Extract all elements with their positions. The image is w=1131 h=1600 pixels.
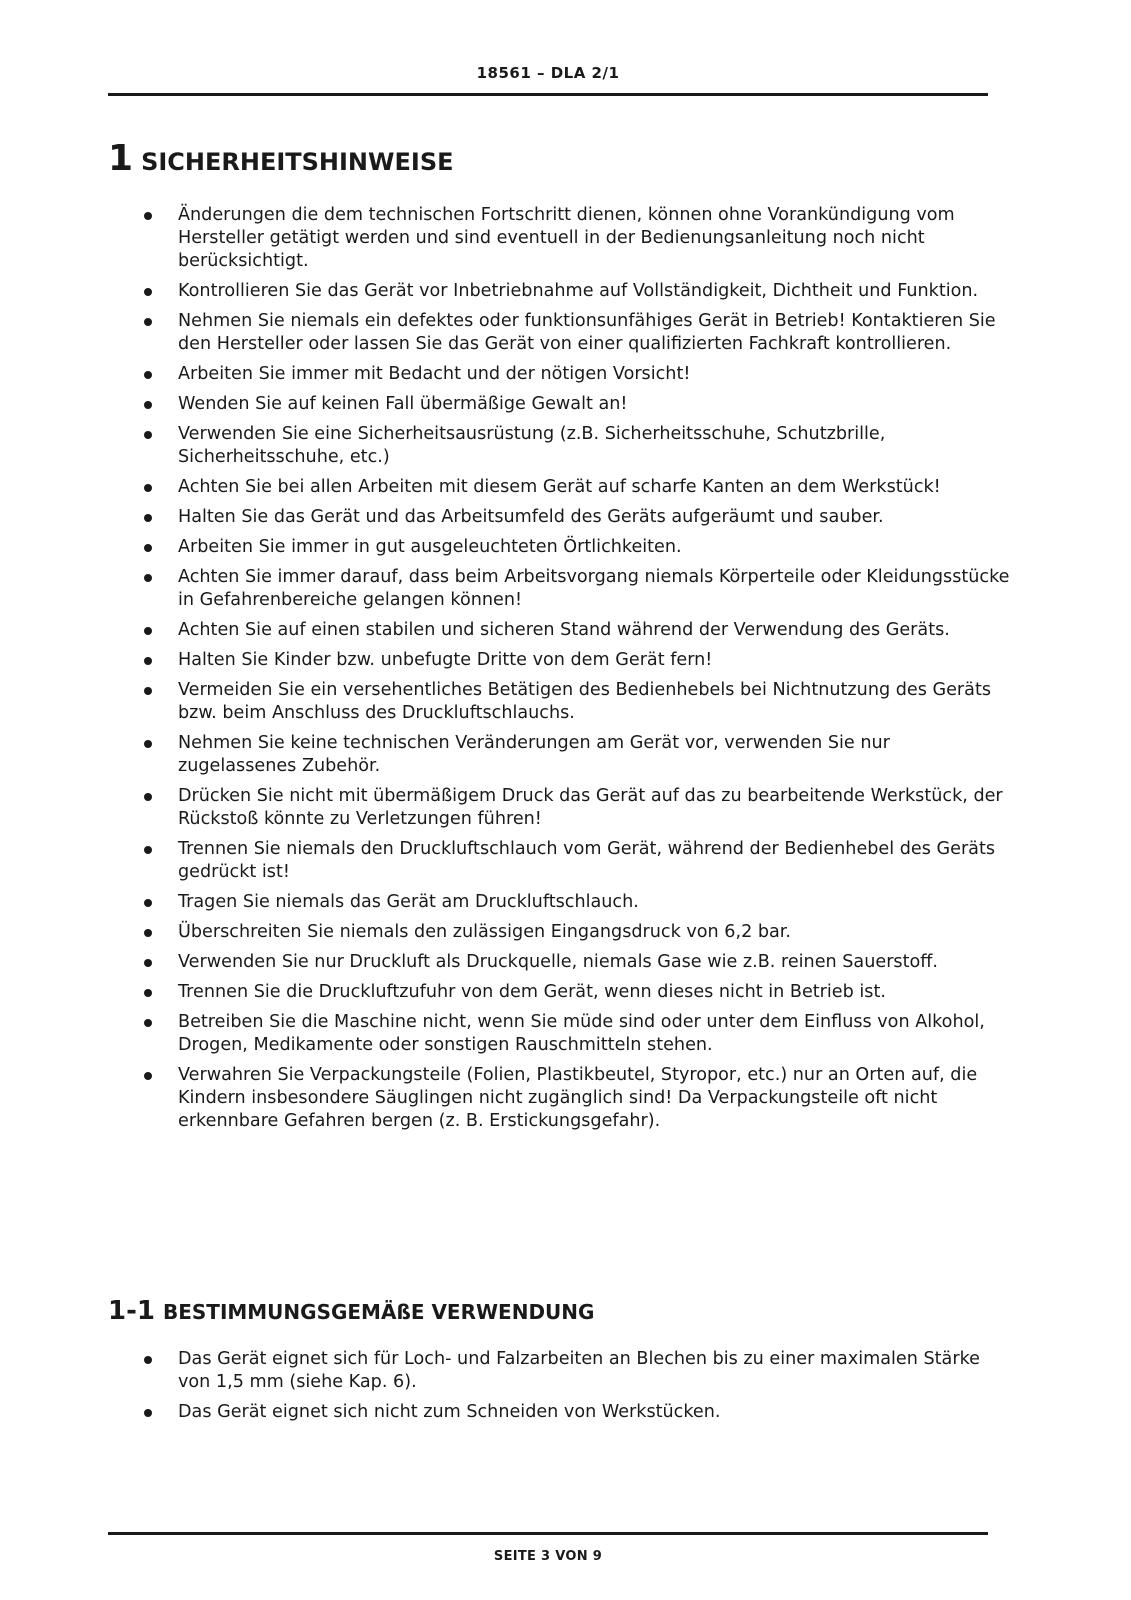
bullet-icon xyxy=(144,288,152,296)
list-item xyxy=(140,981,1010,1004)
list-item xyxy=(140,566,1010,612)
list-item-text: Verwenden Sie nur Druckluft als Druckquelle, niemals Gase wie z.B. reinen Sauerstoff. xyxy=(178,952,938,972)
list-item-text: Trennen Sie die Druckluftzufuhr von dem Gerät, wenn dieses nicht in Betrieb ist. xyxy=(178,982,886,1002)
subsection-number: 1-1 xyxy=(108,1296,155,1326)
footer-divider xyxy=(108,1532,988,1535)
bullet-icon xyxy=(144,318,152,326)
safety-instructions-list xyxy=(140,204,1010,1140)
section-title: SICHERHEITSHINWEISE xyxy=(141,148,454,176)
list-item-text: Tragen Sie niemals das Gerät am Druckluftschlauch. xyxy=(178,892,639,912)
list-item xyxy=(140,951,1010,974)
list-item-text: Arbeiten Sie immer in gut ausgeleuchteten Örtlichkeiten. xyxy=(178,537,682,557)
bullet-icon xyxy=(144,1019,152,1027)
list-item xyxy=(140,476,1010,499)
list-item xyxy=(140,310,1010,356)
list-item-text: Kontrollieren Sie das Gerät vor Inbetriebnahme auf Vollständigkeit, Dichtheit und Funktion. xyxy=(178,281,979,301)
bullet-icon xyxy=(144,989,152,997)
bullet-icon xyxy=(144,371,152,379)
bullet-icon xyxy=(144,212,152,220)
bullet-icon xyxy=(144,657,152,665)
bullet-icon xyxy=(144,484,152,492)
list-item xyxy=(140,619,1010,642)
list-item-text: Achten Sie immer darauf, dass beim Arbeitsvorgang niemals Körperteile oder Kleidungsstücke in Gefahrenbereiche gelangen können! xyxy=(178,567,1010,610)
list-item-text: Das Gerät eignet sich nicht zum Schneiden von Werkstücken. xyxy=(178,1402,721,1422)
bullet-icon xyxy=(144,929,152,937)
intended-use-list xyxy=(140,1348,1010,1431)
header-divider xyxy=(108,93,988,96)
list-item xyxy=(140,204,1010,273)
list-item xyxy=(140,1401,1010,1424)
list-item xyxy=(140,423,1010,469)
list-item-text: Achten Sie auf einen stabilen und sicheren Stand während der Verwendung des Geräts. xyxy=(178,620,950,640)
bullet-icon xyxy=(144,627,152,635)
subsection-title: BESTIMMUNGSGEMÄßE VERWENDUNG xyxy=(162,1300,595,1324)
list-item xyxy=(140,891,1010,914)
list-item xyxy=(140,649,1010,672)
list-item-text: Änderungen die dem technischen Fortschritt dienen, können ohne Vorankündigung vom Hersteller getätigt werden und sind eventuell in der Bedienungsanleitung noch nicht berücksichtigt. xyxy=(178,205,955,271)
list-item-text: Nehmen Sie keine technischen Veränderungen am Gerät vor, verwenden Sie nur zugelassenes Zubehör. xyxy=(178,733,890,776)
page-number: SEITE 3 VON 9 xyxy=(493,1549,603,1564)
section-number: 1 xyxy=(108,138,134,179)
list-item xyxy=(140,921,1010,944)
list-item xyxy=(140,1348,1010,1394)
list-item-text: Betreiben Sie die Maschine nicht, wenn Sie müde sind oder unter dem Einfluss von Alkohol, Drogen, Medikamente oder sonstigen Rauschmitteln stehen. xyxy=(178,1012,985,1055)
bullet-icon xyxy=(144,899,152,907)
list-item-text: Das Gerät eignet sich für Loch- und Falzarbeiten an Blechen bis zu einer maximalen Stärke von 1,5 mm (siehe Kap. 6). xyxy=(178,1349,980,1392)
list-item xyxy=(140,536,1010,559)
list-item-text: Nehmen Sie niemals ein defektes oder funktionsunfähiges Gerät in Betrieb! Kontaktieren Sie den Hersteller oder lassen Sie das Gerät von einer qualifizierten Fachkraft kontrollieren. xyxy=(178,311,996,354)
subsection-heading-intended-use xyxy=(108,1296,594,1326)
bullet-icon xyxy=(144,740,152,748)
bullet-icon xyxy=(144,1072,152,1080)
bullet-icon xyxy=(144,574,152,582)
list-item xyxy=(140,732,1010,778)
list-item-text: Überschreiten Sie niemals den zulässigen Eingangsdruck von 6,2 bar. xyxy=(178,922,792,942)
bullet-icon xyxy=(144,846,152,854)
list-item xyxy=(140,1064,1010,1133)
list-item-text: Arbeiten Sie immer mit Bedacht und der nötigen Vorsicht! xyxy=(178,364,691,384)
list-item xyxy=(140,506,1010,529)
list-item-text: Trennen Sie niemals den Druckluftschlauch vom Gerät, während der Bedienhebel des Geräts gedrückt ist! xyxy=(178,839,996,882)
list-item-text: Wenden Sie auf keinen Fall übermäßige Gewalt an! xyxy=(178,394,628,414)
list-item-text: Achten Sie bei allen Arbeiten mit diesem Gerät auf scharfe Kanten an dem Werkstück! xyxy=(178,477,941,497)
list-item xyxy=(140,363,1010,386)
bullet-icon xyxy=(144,544,152,552)
list-item-text: Halten Sie Kinder bzw. unbefugte Dritte von dem Gerät fern! xyxy=(178,650,713,670)
list-item-text: Vermeiden Sie ein versehentliches Betätigen des Bedienhebels bei Nichtnutzung des Geräts bzw. beim Anschluss des Druckluftschlauchs. xyxy=(178,680,992,723)
list-item-text: Verwahren Sie Verpackungsteile (Folien, Plastikbeutel, Styropor, etc.) nur an Orten auf, die Kindern insbesondere Säuglingen nicht zugänglich sind! Da Verpackungsteile oft nicht erkennbare Gefahren bergen (z. B. Erstickungsgefahr). xyxy=(178,1065,978,1131)
bullet-icon xyxy=(144,959,152,967)
bullet-icon xyxy=(144,687,152,695)
bullet-icon xyxy=(144,1409,152,1417)
list-item xyxy=(140,838,1010,884)
list-item-text: Halten Sie das Gerät und das Arbeitsumfeld des Geräts aufgeräumt und sauber. xyxy=(178,507,884,527)
bullet-icon xyxy=(144,793,152,801)
list-item-text: Verwenden Sie eine Sicherheitsausrüstung (z.B. Sicherheitsschuhe, Schutzbrille, Sicherheitsschuhe, etc.) xyxy=(178,424,886,467)
document-header: 18561 – DLA 2/1 xyxy=(476,64,620,82)
list-item xyxy=(140,679,1010,725)
bullet-icon xyxy=(144,431,152,439)
bullet-icon xyxy=(144,514,152,522)
list-item xyxy=(140,785,1010,831)
list-item xyxy=(140,280,1010,303)
bullet-icon xyxy=(144,401,152,409)
list-item xyxy=(140,393,1010,416)
list-item xyxy=(140,1011,1010,1057)
bullet-icon xyxy=(144,1356,152,1364)
list-item-text: Drücken Sie nicht mit übermäßigem Druck das Gerät auf das zu bearbeitende Werkstück, der Rückstoß könnte zu Verletzungen führen! xyxy=(178,786,1003,829)
section-heading-safety xyxy=(108,138,454,179)
